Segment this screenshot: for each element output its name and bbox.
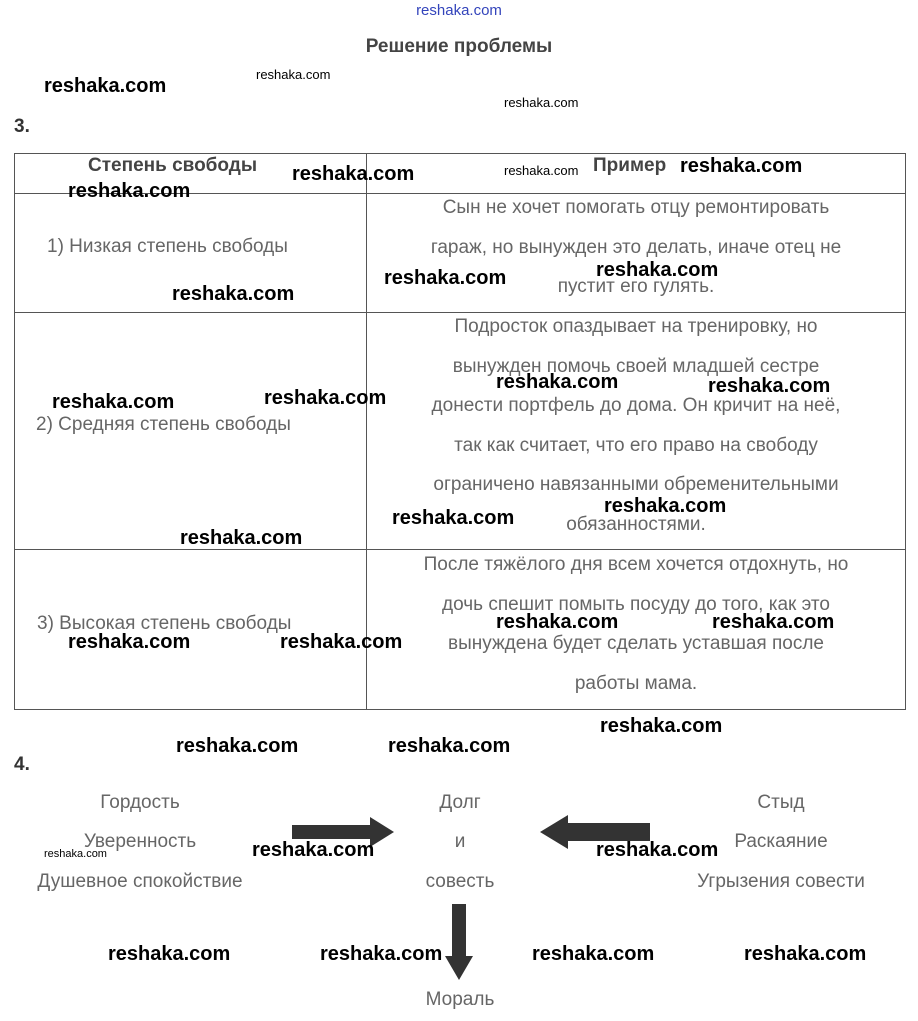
row1-example-line: гараж, но вынужден это делать, иначе отец не — [430, 236, 842, 258]
watermark: reshaka.com — [252, 839, 375, 861]
right-item-repentance: Раскаяние — [734, 831, 828, 852]
table-border-bottom — [14, 709, 906, 710]
watermark: reshaka.com — [504, 95, 579, 110]
watermark: reshaka.com — [52, 391, 175, 413]
watermark: reshaka.com — [604, 495, 727, 517]
watermark: reshaka.com — [264, 387, 387, 409]
row2-example-line: донести портфель до дома. Он кричит на неё, — [431, 395, 841, 416]
row2-example-line: Подросток опаздывает на тренировку, но — [454, 316, 818, 337]
watermark: reshaka.com — [320, 943, 443, 965]
watermark: reshaka.com — [596, 259, 719, 281]
site-link[interactable]: reshaka.com — [416, 2, 502, 19]
table-border-left — [14, 153, 15, 710]
row1-example-line: Сын не хочет помогать отцу ремонтировать — [442, 197, 830, 218]
row2-example-line: обязанностями. — [566, 513, 706, 535]
watermark: reshaka.com — [496, 371, 619, 393]
row2-example-line: ограничено навязанными обременительными — [433, 474, 839, 495]
watermark: reshaka.com — [292, 163, 415, 185]
left-item-peace: Душевное спокойствие — [37, 871, 243, 892]
left-item-confidence: Уверенность — [83, 831, 197, 852]
row2-degree: 2) Средняя степень свободы — [36, 414, 291, 435]
watermark: reshaka.com — [44, 75, 167, 97]
watermark: reshaka.com — [680, 155, 803, 177]
section-4-number: 4. — [14, 754, 30, 775]
page-title: Решение проблемы — [365, 36, 553, 57]
watermark: reshaka.com — [712, 611, 835, 633]
section-3-number: 3. — [14, 116, 30, 137]
center-item-duty: Долг — [439, 792, 481, 813]
row3-degree: 3) Высокая степень свободы — [37, 613, 292, 634]
row3-example-line: дочь спешит помыть посуду до того, как это — [442, 593, 830, 615]
watermark: reshaka.com — [108, 943, 231, 965]
watermark: reshaka.com — [600, 715, 723, 737]
row2-example-line: так как считает, что его право на свободу — [454, 434, 818, 456]
arrow-down-icon — [444, 904, 474, 982]
watermark: reshaka.com — [176, 735, 299, 757]
center-item-conscience: совесть — [425, 871, 495, 892]
right-item-shame: Стыд — [757, 792, 805, 813]
table-border-top — [14, 153, 906, 154]
center-item-and: и — [454, 831, 466, 852]
watermark: reshaka.com — [384, 267, 507, 289]
left-item-pride: Гордость — [100, 792, 180, 813]
watermark: reshaka.com — [44, 848, 107, 860]
watermark: reshaka.com — [504, 163, 579, 178]
watermark: reshaka.com — [392, 507, 515, 529]
row2-example-line: вынужден помочь своей младшей сестре — [452, 355, 820, 377]
right-item-remorse: Угрызения совести — [697, 871, 865, 892]
watermark: reshaka.com — [280, 631, 403, 653]
watermark: reshaka.com — [496, 611, 619, 633]
watermark: reshaka.com — [256, 67, 331, 82]
watermark: reshaka.com — [172, 283, 295, 305]
bottom-item-morality: Мораль — [425, 989, 495, 1010]
watermark: reshaka.com — [68, 631, 191, 653]
watermark: reshaka.com — [388, 735, 511, 757]
watermark: reshaka.com — [744, 943, 867, 965]
row3-example-line: После тяжёлого дня всем хочется отдохнуть, но — [423, 554, 849, 575]
row1-degree: 1) Низкая степень свободы — [47, 236, 288, 257]
row3-example-line: работы мама. — [574, 672, 698, 694]
watermark: reshaka.com — [68, 180, 191, 202]
watermark: reshaka.com — [180, 527, 303, 549]
watermark: reshaka.com — [596, 839, 719, 861]
watermark: reshaka.com — [708, 375, 831, 397]
header-degree: Степень свободы — [88, 155, 258, 176]
row3-example-line: вынуждена будет сделать уставшая после — [448, 633, 824, 654]
header-example: Пример — [593, 155, 667, 176]
watermark: reshaka.com — [532, 943, 655, 965]
row1-example-line: пустит его гулять. — [557, 276, 715, 297]
